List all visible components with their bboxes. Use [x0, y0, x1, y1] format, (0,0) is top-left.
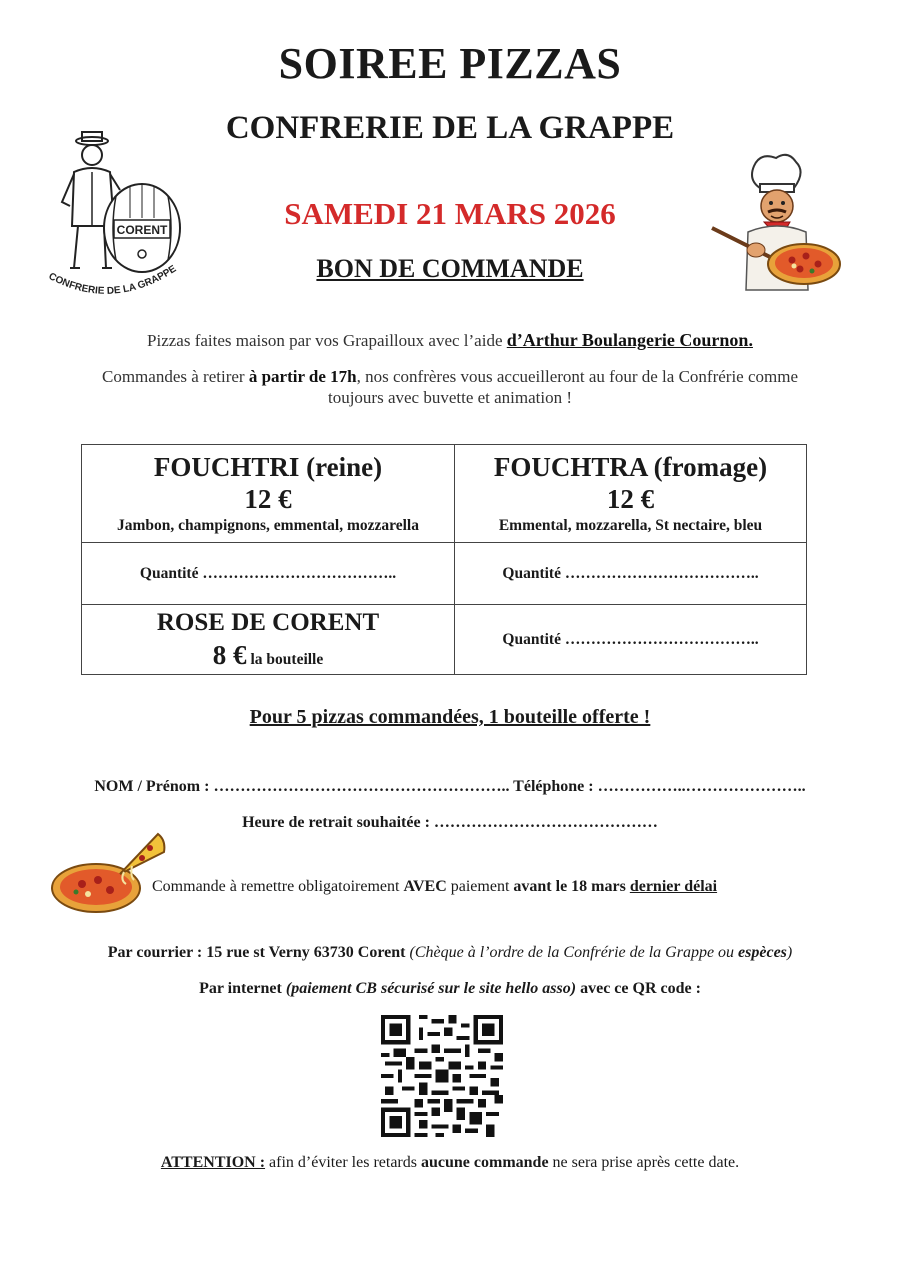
notice-text: paiement: [446, 878, 514, 895]
pizza-name: FOUCHTRA (fromage): [493, 451, 768, 482]
intro-line-1: [0, 330, 900, 351]
menu-table: [81, 444, 807, 675]
intro-text: Commandes à retirer: [102, 367, 249, 386]
page-title: SOIREE PIZZAS: [278, 39, 622, 88]
payment-notice: [152, 878, 717, 896]
mail-note: (Chèque à l’ordre de la Confrérie de la Grappe ou: [409, 944, 739, 961]
page-subtitle: CONFRERIE DE LA GRAPPE: [225, 110, 675, 146]
quantity-field-fouchtra[interactable]: [455, 543, 807, 605]
wine-price: 8 €: [212, 639, 247, 670]
confrerie-logo: [44, 128, 184, 308]
intro-line-3: toujours avec buvette et animation !: [327, 388, 573, 407]
internet-qr-label: avec ce QR code :: [576, 980, 701, 997]
wine-cell: [82, 605, 455, 675]
pizza-cell-fouchtri: [82, 445, 455, 543]
table-row: [82, 543, 807, 605]
bakery-name: d’Arthur Boulangerie Cournon.: [506, 330, 753, 350]
attention-label: ATTENTION :: [160, 1154, 266, 1171]
mail-note-end: ): [786, 944, 793, 961]
pizza-name: FOUCHTRI (reine): [153, 451, 383, 482]
intro-text: , nos confrères vous accueilleront au four de la Confrérie comme: [356, 367, 798, 386]
deadline-label: dernier délai: [629, 878, 718, 895]
attention-text: afin d’éviter les retards: [265, 1154, 421, 1171]
quantity-label: Quantité ………………………………..: [502, 564, 759, 582]
mail-instructions: [0, 944, 900, 962]
internet-label: Par internet: [199, 980, 286, 997]
wine-name: ROSE DE CORENT: [156, 608, 380, 636]
pizza-cell-fouchtra: [455, 445, 807, 543]
intro-line-2: [0, 367, 900, 387]
attention-emphasis: aucune commande: [420, 1154, 549, 1171]
internet-instructions: [0, 980, 900, 998]
pizza-price: 12 €: [244, 483, 292, 514]
qr-code[interactable]: [381, 1015, 503, 1137]
event-date: SAMEDI 21 MARS 2026: [284, 196, 616, 231]
quantity-field-fouchtri[interactable]: [82, 543, 455, 605]
pickup-time: à partir de 17h: [248, 367, 357, 386]
notice-text: Commande à remettre obligatoirement: [152, 878, 404, 895]
quantity-field-wine[interactable]: [455, 605, 807, 675]
quantity-label: Quantité ………………………………..: [502, 630, 759, 648]
pizza-description: Jambon, champignons, emmental, mozzarella: [117, 516, 419, 534]
pizza-description: Emmental, mozzarella, St nectaire, bleu: [498, 516, 763, 534]
wine-unit: la bouteille: [250, 650, 324, 668]
intro-text: Pizzas faites maison par vos Grapailloux avec l’aide: [147, 331, 507, 350]
name-phone-field[interactable]: NOM / Prénom : ……………………………………………….. Téléphone : ……………..…………………..: [94, 778, 806, 795]
pickup-time-field[interactable]: Heure de retrait souhaitée : ……………………………………: [242, 814, 658, 831]
order-form-heading: BON DE COMMANDE: [316, 254, 584, 283]
attention-text: ne sera prise après cette date.: [548, 1154, 740, 1171]
attention-note: [0, 1154, 900, 1172]
pizza-slice-illustration: [46, 826, 170, 918]
quantity-label: Quantité ………………………………..: [139, 564, 397, 582]
logo-arc-text: CONFRERIE DE LA GRAPPE: [46, 263, 179, 297]
table-row: [82, 445, 807, 543]
barrel-label: CORENT: [116, 223, 168, 237]
chef-illustration: [708, 150, 844, 300]
table-row: [82, 605, 807, 675]
notice-emphasis: AVEC: [403, 878, 447, 895]
offer-text: Pour 5 pizzas commandées, 1 bouteille offerte !: [249, 706, 651, 728]
deadline-date: avant le 18 mars: [513, 878, 626, 895]
mail-cash: espèces: [738, 944, 787, 961]
pizza-price: 12 €: [606, 483, 655, 514]
internet-note: (paiement CB sécurisé sur le site hello asso): [285, 980, 577, 997]
mail-address: Par courrier : 15 rue st Verny 63730 Corent: [107, 944, 410, 961]
